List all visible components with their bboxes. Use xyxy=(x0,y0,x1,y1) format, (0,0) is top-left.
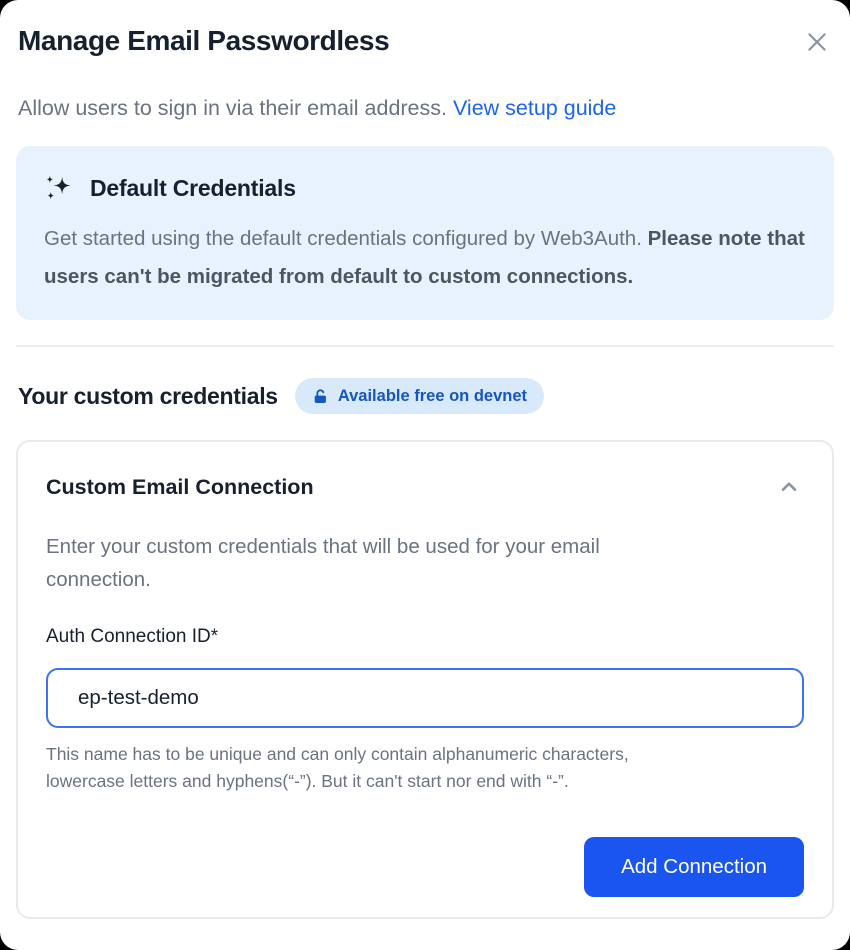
modal-header xyxy=(16,25,834,57)
view-setup-guide-link[interactable]: View setup guide xyxy=(452,96,617,120)
auth-connection-id-helper: This name has to be unique and can only contain alphanumeric characters, lowercase letters and hyphens(“-”). But it can't start nor end with “-”. xyxy=(46,744,629,791)
default-credentials-info-box xyxy=(16,146,834,320)
section-divider xyxy=(16,345,834,347)
subtitle-text: Allow users to sign in via their email address. xyxy=(18,96,447,120)
custom-credentials-row xyxy=(16,378,834,414)
auth-connection-id-label: Auth Connection ID* xyxy=(46,626,219,647)
chevron-up-icon xyxy=(776,474,802,500)
card-title: Custom Email Connection xyxy=(46,474,314,499)
card-header xyxy=(46,472,804,502)
info-box-body-regular: Get started using the default credentials configured by Web3Auth. xyxy=(44,227,642,250)
card-footer xyxy=(46,837,804,897)
lock-icon xyxy=(312,388,329,405)
custom-email-connection-card xyxy=(16,440,834,919)
modal-subtitle xyxy=(16,96,834,121)
info-box-header xyxy=(44,173,806,203)
auth-connection-id-input[interactable] xyxy=(46,668,804,728)
info-box-title: Default Credentials xyxy=(90,174,296,201)
info-box-body-bold: Please note that users can't be migrated from default to custom connections. xyxy=(44,227,805,288)
close-button[interactable] xyxy=(802,27,832,57)
info-box-body xyxy=(44,220,806,296)
card-description: Enter your custom credentials that will be used for your email connection. xyxy=(46,535,600,591)
devnet-badge-label: Available free on devnet xyxy=(337,386,528,405)
custom-credentials-heading: Your custom credentials xyxy=(18,382,278,409)
x-icon xyxy=(804,29,830,55)
add-connection-button[interactable]: Add Connection xyxy=(584,837,804,897)
sparkles-icon xyxy=(44,173,74,203)
collapse-toggle-button[interactable] xyxy=(774,472,804,502)
devnet-badge xyxy=(295,378,544,414)
page-title: Manage Email Passwordless xyxy=(18,25,390,56)
